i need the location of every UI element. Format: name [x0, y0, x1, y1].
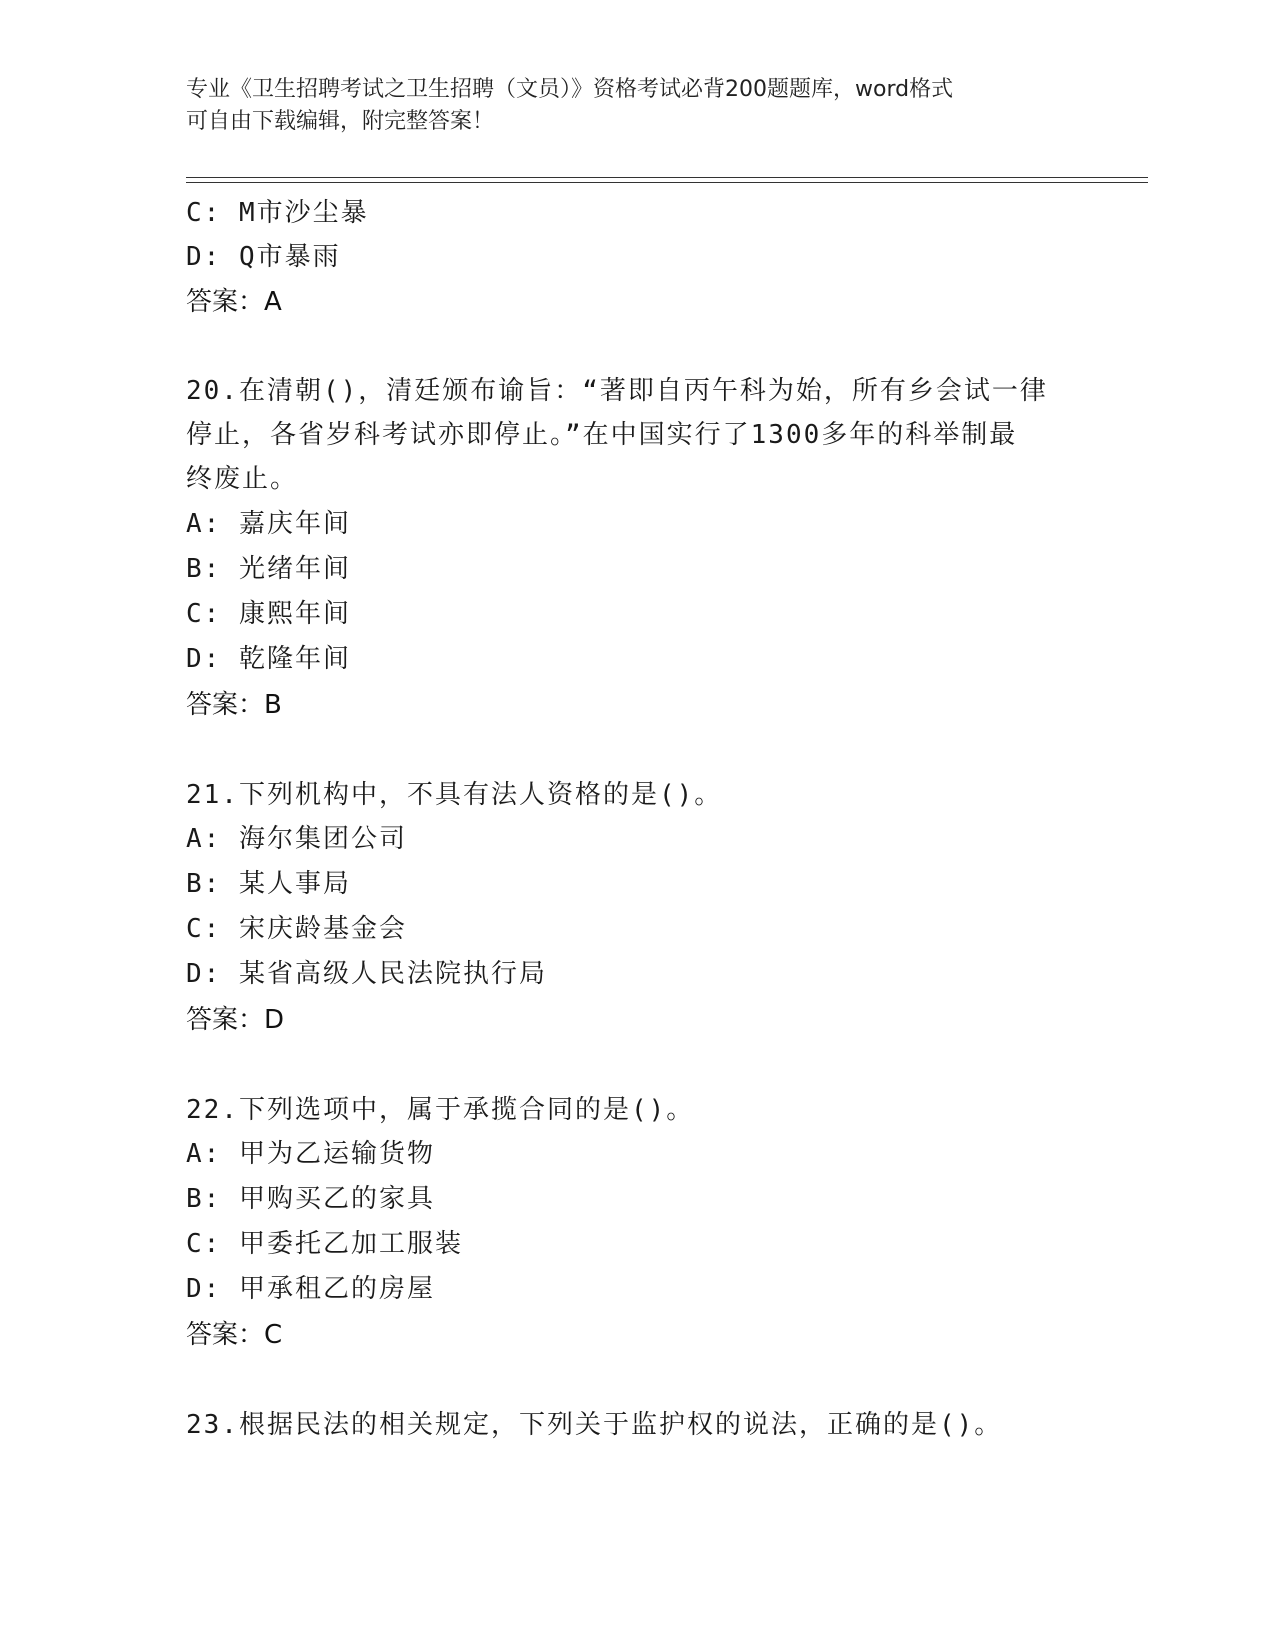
q21-option-b: B: 某人事局 — [186, 869, 351, 899]
q22-option-c: C: 甲委托乙加工服装 — [186, 1229, 463, 1259]
q22-option-b: B: 甲购买乙的家具 — [186, 1184, 435, 1214]
q20-stem-line-2: 停止，各省岁科考试亦即停止。”在中国实行了1300多年的科举制最 — [186, 420, 1018, 450]
q21-option-d: D: 某省高级人民法院执行局 — [186, 959, 547, 989]
header-title-line-2: 可自由下载编辑，附完整答案！ — [186, 109, 495, 134]
document-header — [186, 74, 1066, 138]
q20-stem-line-3: 终废止。 — [186, 464, 299, 494]
header-divider-bottom — [186, 182, 1148, 183]
q21-stem: 21.下列机构中，不具有法人资格的是()。 — [186, 780, 723, 810]
q22-option-a: A: 甲为乙运输货物 — [186, 1139, 435, 1169]
prev-option-d: D: Q市暴雨 — [186, 242, 341, 272]
q20-option-c: C: 康熙年间 — [186, 599, 351, 629]
q20-option-a: A: 嘉庆年间 — [186, 509, 351, 539]
q22-stem: 22.下列选项中，属于承揽合同的是()。 — [186, 1095, 695, 1125]
prev-option-c: C: M市沙尘暴 — [186, 198, 369, 228]
header-divider-top — [186, 177, 1148, 178]
header-title-line-1: 专业《卫生招聘考试之卫生招聘（文员）》资格考试必背200题题库，word格式 — [186, 77, 954, 102]
q20-option-b: B: 光绪年间 — [186, 554, 351, 584]
prev-answer: 答案：A — [186, 287, 282, 317]
q23-stem: 23.根据民法的相关规定，下列关于监护权的说法，正确的是()。 — [186, 1410, 1003, 1440]
q21-answer: 答案：D — [186, 1005, 285, 1035]
q21-option-a: A: 海尔集团公司 — [186, 824, 407, 854]
q22-answer: 答案：C — [186, 1320, 283, 1350]
q20-option-d: D: 乾隆年间 — [186, 644, 351, 674]
q20-stem-line-1: 20.在清朝()，清廷颁布谕旨：“著即自丙午科为始，所有乡会试一律 — [186, 376, 1048, 406]
q20-answer: 答案：B — [186, 690, 282, 720]
q21-option-c: C: 宋庆龄基金会 — [186, 914, 407, 944]
q22-option-d: D: 甲承租乙的房屋 — [186, 1274, 435, 1304]
